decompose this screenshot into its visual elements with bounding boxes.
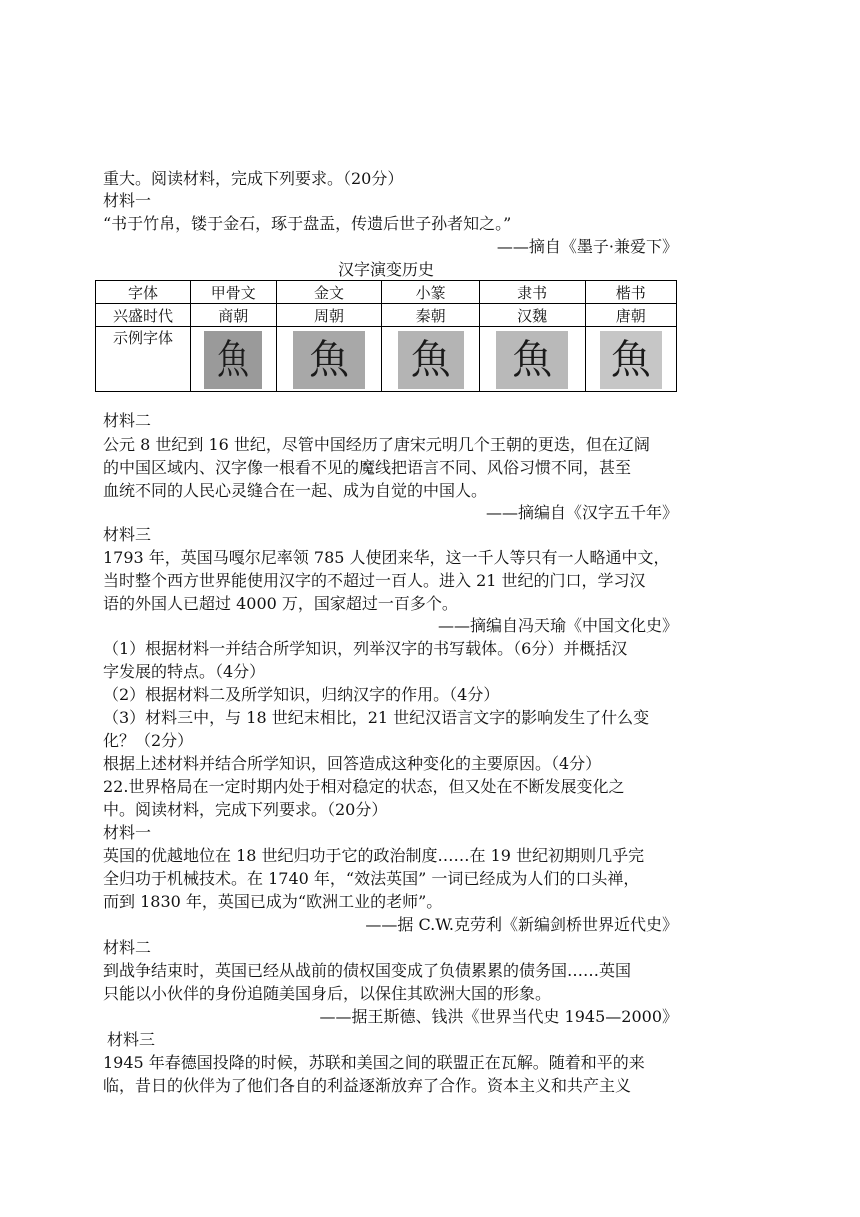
- q22-material-2-source: ——据王斯德、钱洪《世界当代史 1945—2000》: [319, 1007, 678, 1026]
- table-cell: 示例字体: [96, 327, 191, 392]
- table-cell: [382, 327, 479, 392]
- q22-material-1-label: 材料一: [103, 823, 152, 842]
- table-cell: [276, 327, 382, 392]
- table-cell: 楷书: [585, 281, 676, 304]
- paragraph-line: 公元 8 世纪到 16 世纪，尽管中国经历了唐宋元明几个王朝的更迭，但在辽阔: [103, 435, 650, 454]
- paragraph-line: 全归功于机械技术。在 1740 年，“效法英国” 一词已经成为人们的口头禅，: [103, 869, 640, 888]
- paragraph-line: 到战争结束时，英国已经从战前的债权国变成了负债累累的债务国……英国: [103, 961, 632, 980]
- table-cell: [585, 327, 676, 392]
- question-line: 根据上述材料并结合所学知识，回答造成这种变化的主要原因。（4分）: [103, 754, 602, 773]
- intro-line: 重大。阅读材料，完成下列要求。（20分）: [103, 169, 404, 188]
- q22-material-2-label: 材料二: [103, 938, 152, 957]
- paragraph-line: 临，昔日的伙伴为了他们各自的利益逐渐放弃了合作。资本主义和共产主义: [103, 1076, 632, 1095]
- question-line: （2）根据材料二及所学知识，归纳汉字的作用。（4分）: [103, 685, 500, 704]
- paragraph-line: 1793 年，英国马嘎尔尼率领 785 人使团来华，这一千人等只有一人略通中文，: [103, 548, 670, 567]
- table-cell: 字体: [96, 281, 191, 304]
- table-cell: 唐朝: [585, 304, 676, 327]
- paragraph-line: 血统不同的人民心灵缝合在一起、成为自觉的中国人。: [103, 481, 488, 500]
- small-seal-glyph-image: 魚: [398, 331, 464, 389]
- table-title: 汉字演变历史: [337, 260, 434, 279]
- bronze-script-glyph-image: 魚: [293, 331, 365, 389]
- table-row: [96, 327, 677, 392]
- question-22-line: 22.世界格局在一定时期内处于相对稳定的状态，但又处在不断发展变化之: [103, 777, 625, 796]
- q21-material-1-quote: “书于竹帛，镂于金石，琢于盘盂，传遗后世子孙者知之。”: [103, 214, 512, 233]
- q21-material-2-source: ——摘编自《汉字五千年》: [485, 503, 678, 522]
- q21-material-3-label: 材料三: [103, 525, 152, 544]
- paragraph-line: 1945 年春德国投降的时候，苏联和美国之间的联盟正在瓦解。随着和平的来: [103, 1053, 645, 1072]
- oracle-bone-glyph-image: 魚: [204, 331, 262, 389]
- table-cell: 汉魏: [479, 304, 585, 327]
- character-evolution-table: [95, 280, 677, 392]
- table-cell: 周朝: [276, 304, 382, 327]
- paragraph-line: 英国的优越地位在 18 世纪归功于它的政治制度……在 19 世纪初期则几乎完: [103, 846, 645, 865]
- table-cell: 秦朝: [382, 304, 479, 327]
- table-cell: 小篆: [382, 281, 479, 304]
- table-cell: [479, 327, 585, 392]
- q22-material-1-source: ——据 C.W.克劳利《新编剑桥世界近代史》: [365, 915, 678, 934]
- paragraph-line: 的中国区域内、汉字像一根看不见的魔线把语言不同、风俗习惯不同，甚至: [103, 458, 632, 477]
- q21-material-1-label: 材料一: [103, 191, 152, 210]
- question-line: （1）根据材料一并结合所学知识，列举汉字的书写载体。（6分）并概括汉: [103, 639, 628, 658]
- table-cell: 金文: [276, 281, 382, 304]
- q21-material-3-source: ——摘编自冯天瑜《中国文化史》: [437, 616, 678, 635]
- table-cell: 商朝: [191, 304, 277, 327]
- regular-script-glyph-image: 魚: [600, 331, 662, 389]
- table-cell: 隶书: [479, 281, 585, 304]
- table-cell: 兴盛时代: [96, 304, 191, 327]
- table-cell: [191, 327, 277, 392]
- paragraph-line: 当时整个西方世界能使用汉字的不超过一百人。进入 21 世纪的门口，学习汉: [103, 571, 646, 590]
- paragraph-line: 而到 1830 年，英国已成为“欧洲工业的老师”。: [103, 892, 443, 911]
- clerical-script-glyph-image: 魚: [496, 331, 568, 389]
- table-cell: 甲骨文: [191, 281, 277, 304]
- table-row: [96, 304, 677, 327]
- question-line: 化？（2分）: [103, 731, 194, 750]
- question-22-line: 中。阅读材料，完成下列要求。（20分）: [103, 800, 388, 819]
- paragraph-line: 只能以小伙伴的身份追随美国身后，以保住其欧洲大国的形象。: [103, 984, 552, 1003]
- paragraph-line: 语的外国人已超过 4000 万，国家超过一百多个。: [103, 594, 458, 613]
- question-line: （3）材料三中，与 18 世纪末相比，21 世纪汉语言文字的影响发生了什么变: [103, 708, 650, 727]
- q22-material-3-label: 材料三: [107, 1030, 156, 1049]
- question-line: 字发展的特点。（4分）: [103, 662, 266, 681]
- q21-material-2-label: 材料二: [103, 411, 152, 430]
- q21-material-1-source: ——摘自《墨子·兼爱下》: [496, 237, 678, 256]
- table-header-row: [96, 281, 677, 304]
